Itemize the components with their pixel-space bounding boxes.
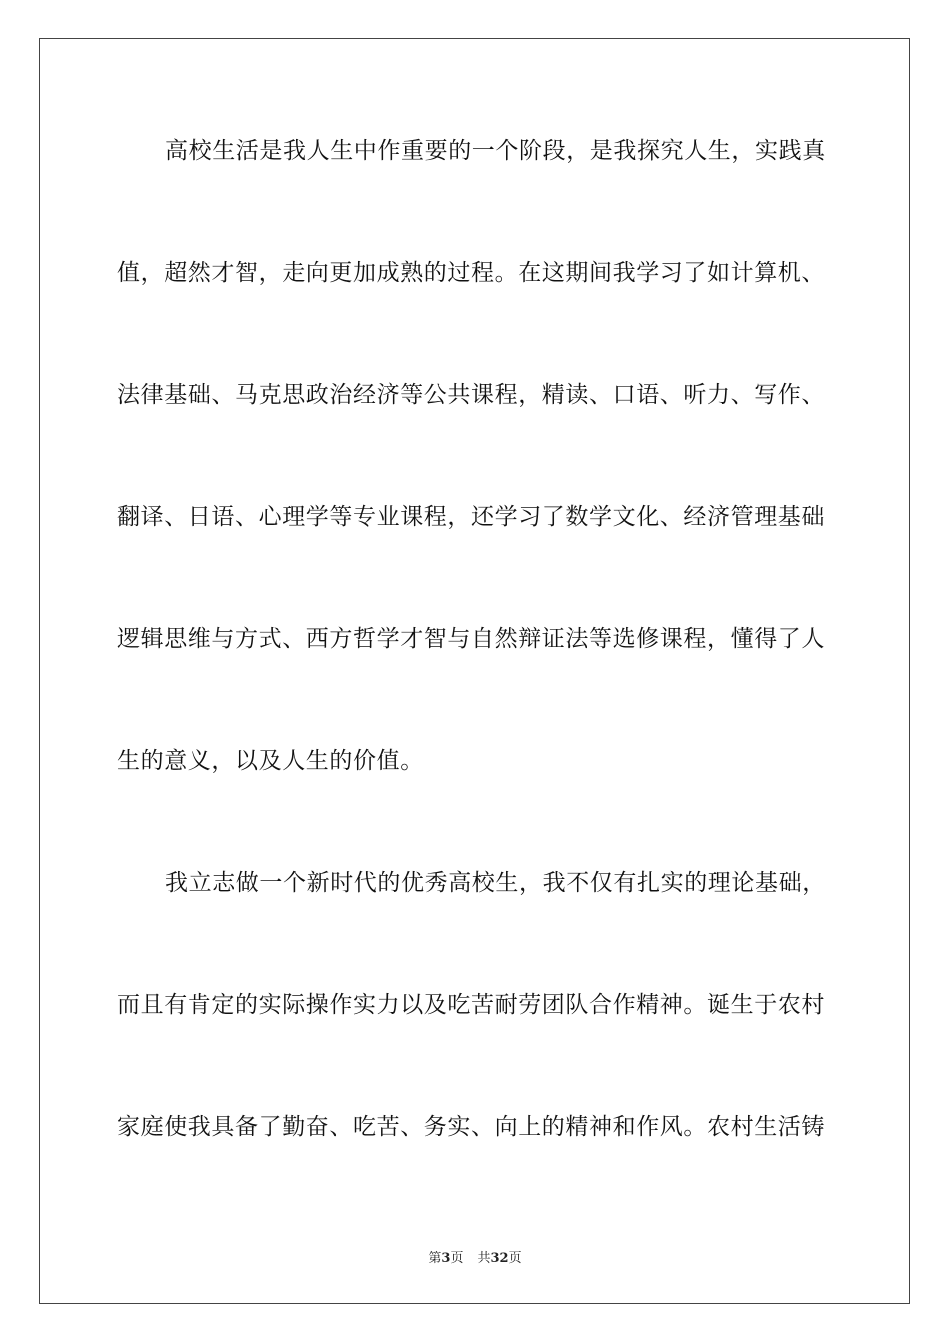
text-line: 值，超然才智，走向更加成熟的过程。在这期间我学习了如计算机、 [117, 260, 825, 286]
footer-page-suffix: 页 [450, 1251, 464, 1266]
text-line: 而且有肯定的实际操作实力以及吃苦耐劳团队合作精神。诞生于农村 [117, 992, 825, 1018]
total-page-count: 32 [490, 1251, 509, 1266]
text-line: 高校生活是我人生中作重要的一个阶段，是我探究人生，实践真 [165, 138, 826, 164]
footer-total-prefix: 共 [477, 1251, 491, 1266]
footer-total-suffix: 页 [508, 1251, 522, 1266]
paragraph-2 [117, 852, 831, 1158]
document-body [117, 120, 831, 1218]
paragraph-1 [117, 120, 831, 792]
text-line: 逻辑思维与方式、西方哲学才智与自然辩证法等选修课程，懂得了人 [117, 626, 825, 652]
text-line: 生的意义，以及人生的价值。 [117, 748, 424, 774]
footer-prefix: 第 [428, 1251, 442, 1266]
current-page-number: 3 [441, 1251, 451, 1266]
text-line: 法律基础、马克思政治经济等公共课程，精读、口语、听力、写作、 [117, 382, 825, 408]
text-line: 翻译、日语、心理学等专业课程，还学习了数学文化、经济管理基础 [117, 504, 825, 530]
page-footer [0, 1247, 950, 1266]
text-line: 家庭使我具备了勤奋、吃苦、务实、向上的精神和作风。农村生活铸 [117, 1114, 825, 1140]
text-line: 我立志做一个新时代的优秀高校生，我不仅有扎实的理论基础， [165, 870, 826, 896]
